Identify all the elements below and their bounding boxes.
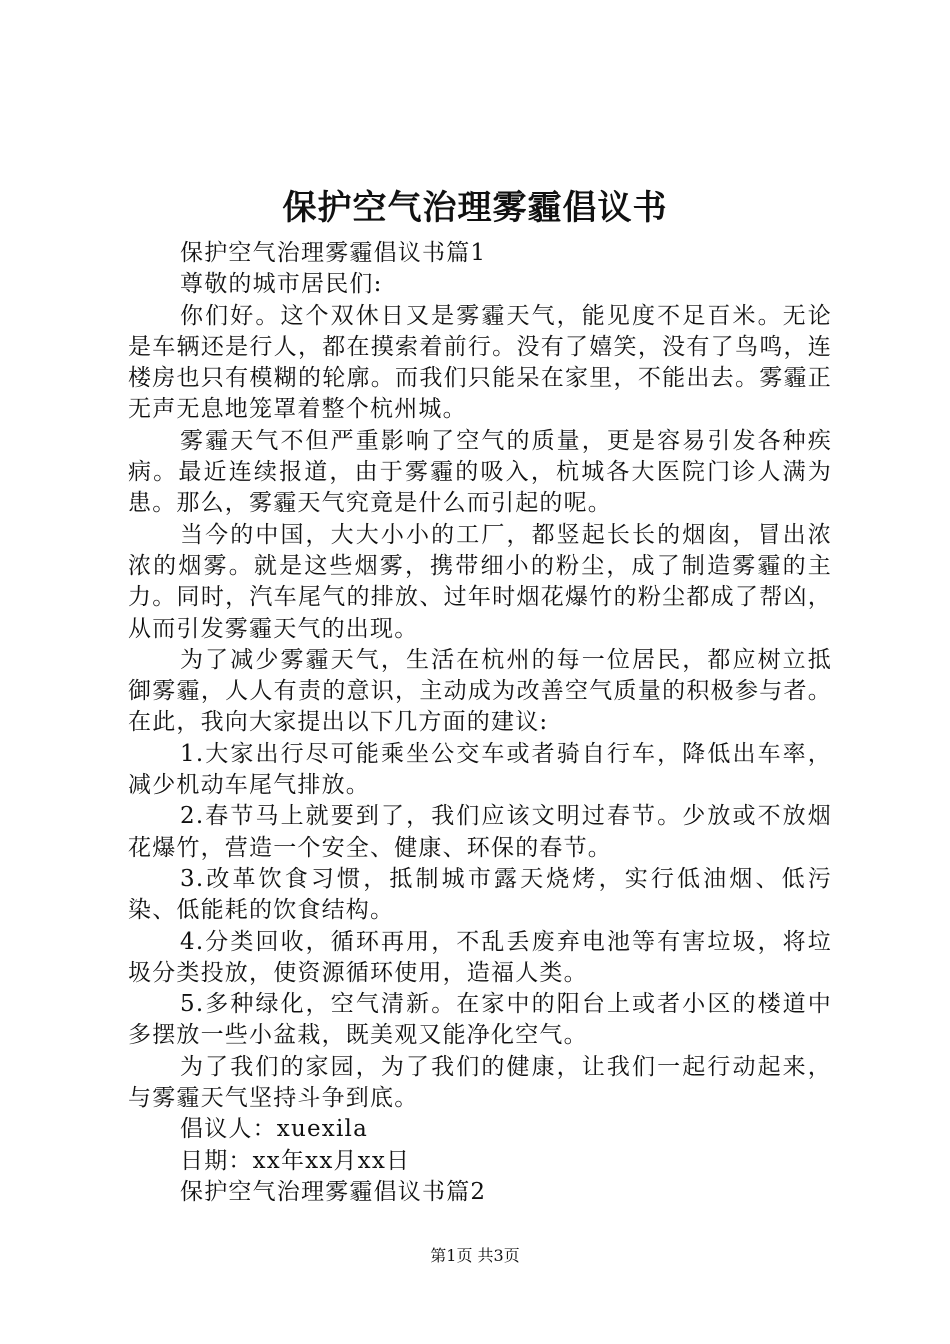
signer-line: 倡议人：xuexila	[180, 1116, 368, 1143]
suggestion-item: 4.分类回收，循环再用，不乱丢废弃电池等有害垃圾，将垃圾分类投放，使资源循环使用，造福人类。	[128, 928, 832, 986]
page-footer: 第1页 共3页	[430, 1246, 520, 1265]
body-paragraph: 雾霾天气不但严重影响了空气的质量，更是容易引发各种疾病。最近连续报道，由于雾霾的吸入，杭城各大医院门诊人满为患。那么，雾霾天气究竟是什么而引起的呢。	[128, 427, 832, 517]
suggestion-item: 1.大家出行尽可能乘坐公交车或者骑自行车，降低出车率，减少机动车尾气排放。	[128, 740, 832, 799]
document-body	[128, 238, 832, 1208]
body-paragraph: 当今的中国，大大小小的工厂，都竖起长长的烟囱，冒出浓浓的烟雾。就是这些烟雾，携带细小的粉尘，成了制造雾霾的主力。同时，汽车尾气的排放、过年时烟花爆竹的粉尘都成了帮凶，从而引发雾霾天气的出现。	[128, 521, 832, 642]
section-heading: 保护空气治理雾霾倡议书篇1	[180, 240, 487, 266]
salutation: 尊敬的城市居民们:	[180, 271, 383, 298]
suggestion-item: 3.改革饮食习惯，抵制城市露天烧烤，实行低油烟、低污染、低能耗的饮食结构。	[128, 865, 832, 924]
suggestion-item: 5.多种绿化，空气清新。在家中的阳台上或者小区的楼道中多摆放一些小盆栽，既美观又能净化空气。	[128, 991, 832, 1049]
body-paragraph: 你们好。这个双休日又是雾霾天气，能见度不足百米。无论是车辆还是行人，都在摸索着前行。没有了嬉笑，没有了鸟鸣，连楼房也只有模糊的轮廓。而我们只能呆在家里，不能出去。雾霾正无声无息地笼罩着整个杭州城。	[128, 302, 832, 423]
date-line: 日期：xx年xx月xx日	[180, 1147, 411, 1174]
section-heading: 保护空气治理雾霾倡议书篇2	[180, 1178, 487, 1205]
document-title: 保护空气治理雾霾倡议书	[282, 188, 668, 228]
body-paragraph: 为了减少雾霾天气，生活在杭州的每一位居民，都应树立抵御雾霾，人人有责的意识，主动成为改善空气质量的积极参与者。在此，我向大家提出以下几方面的建议:	[128, 646, 832, 736]
suggestion-item: 2.春节马上就要到了，我们应该文明过春节。少放或不放烟花爆竹，营造一个安全、健康、环保的春节。	[128, 803, 832, 861]
closing-paragraph: 为了我们的家园，为了我们的健康，让我们一起行动起来，与雾霾天气坚持斗争到底。	[128, 1053, 832, 1112]
